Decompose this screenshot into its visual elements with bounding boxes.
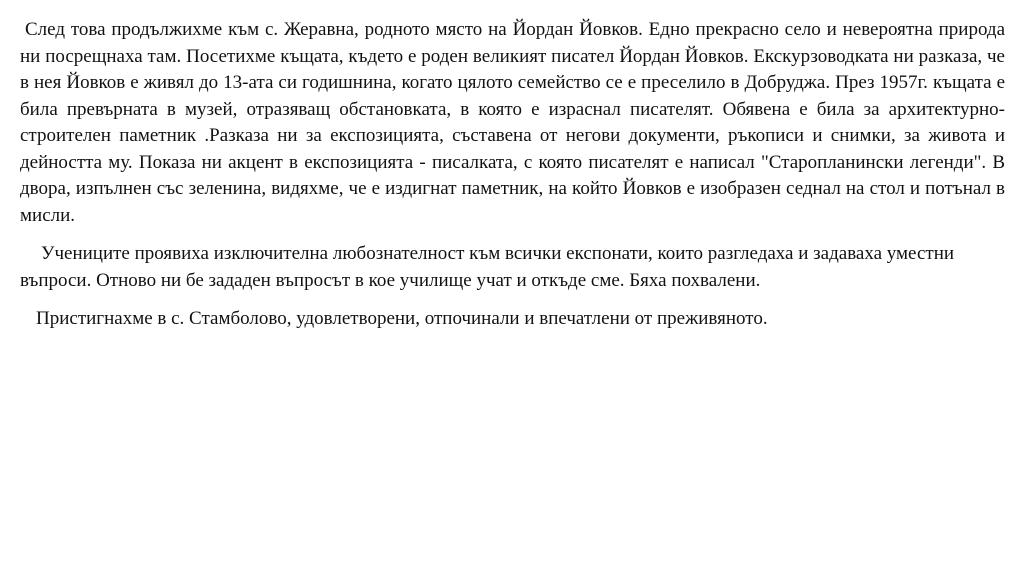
- paragraph-students-curiosity: Учениците проявиха изключителна любознателност към всички експонати, които разгледаха и задаваха уместни въпроси. Отново ни бе зададен въпросът в кое училище учат и откъде сме. Бяха похвалени.: [20, 243, 955, 291]
- paragraph-zheravna-visit: След това продължихме към с. Жеравна, родното място на Йордан Йовков. Едно прекрасно село и невероятна природа ни посрещнаха там. Посетихме къщата, където е роден великият писател Йордан Йовков. Екскурзоводката ни разказа, че в нея Йовков е живял до 13-ата си годишнина, когато цялото семейство се е преселило в Добруджа. През 1957г. къщата е била превърната в музей, отразяващ обстановката, в която е израснал писателят. Обявена е била за архитектурно-строителен паметник .Разказа ни за експозицията, съставена от негови документи, ръкописи и снимки, за живота и дейността му. Показа ни акцент в експозицията - писалката, с която писателят е написал "Старопланински легенди". В двора, изпълнен със зеленина, видяхме, че е издигнат паметник, на който Йовков е изобразен седнал на стол и потънал в мисли.: [20, 19, 1005, 226]
- paragraph-arrival-stambolovo: Пристигнахме в с. Стамболово, удовлетворени, отпочинали и впечатлени от преживяното.: [36, 308, 768, 329]
